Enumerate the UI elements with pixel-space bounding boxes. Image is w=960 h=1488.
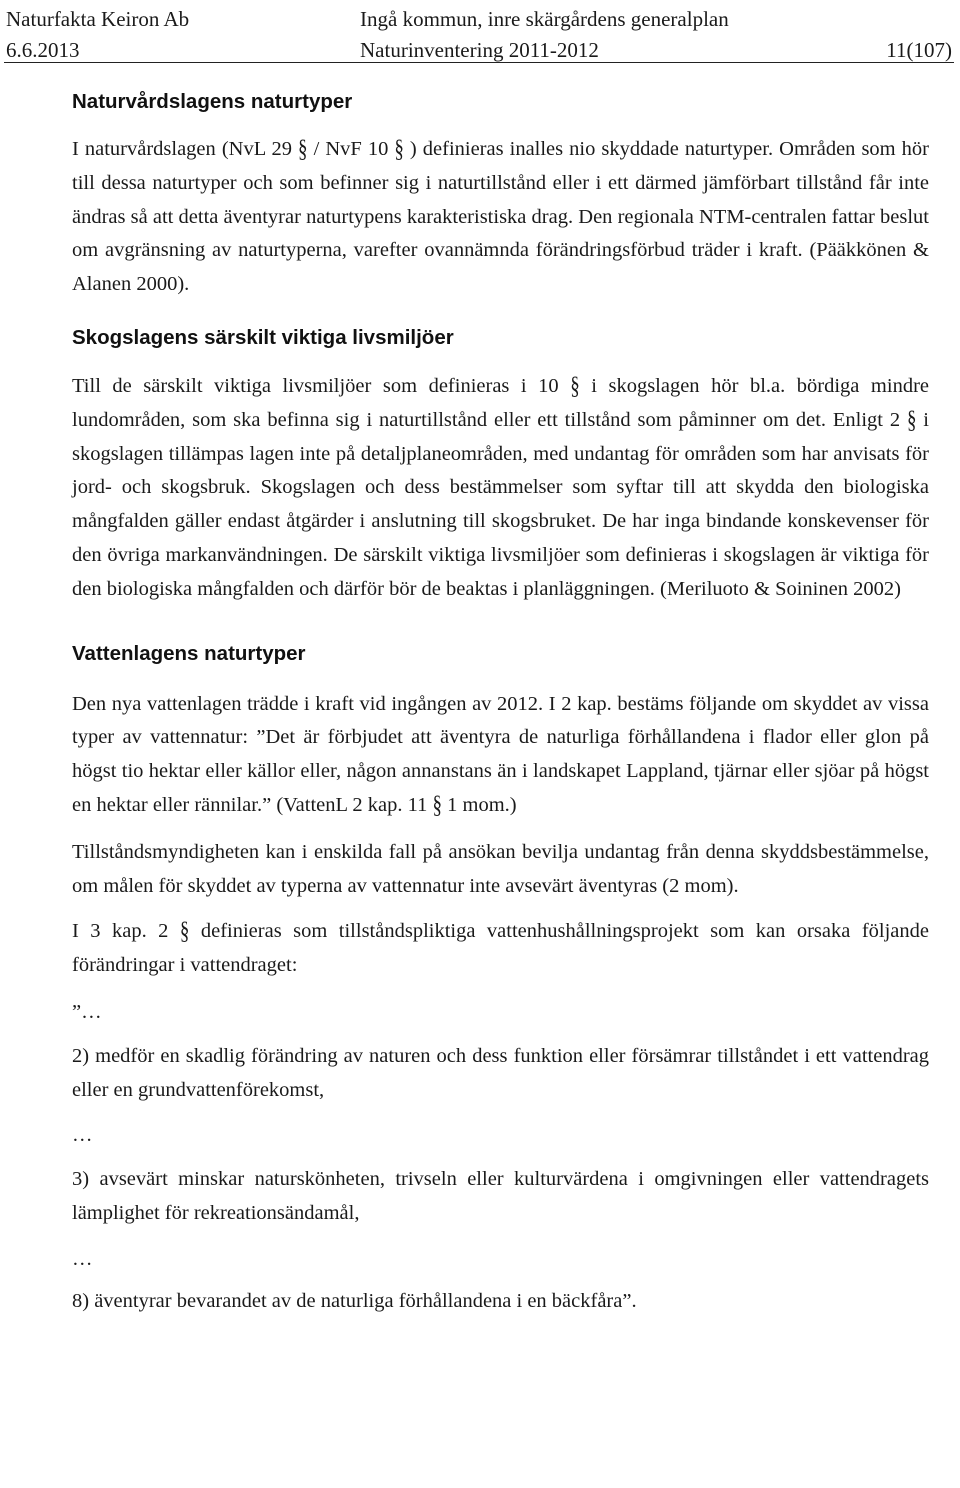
list-item-8: 8) äventyrar bevarandet av de naturliga förhållandena i en bäckfåra”. [72,1289,637,1312]
paragraph-vattenlagen-3: I 3 kap. 2 § definieras som tillståndspliktiga vattenhushållningsprojekt som kan orsaka följande förändringar i vattendraget: [72,917,929,977]
heading-naturvardslagen: Naturvårdslagens naturtyper [72,90,353,113]
paragraph-vattenlagen-1: Den nya vattenlagen trädde i kraft vid ingången av 2012. I 2 kap. bestäms följande om skyddet av vissa typer av vattennatur: ”Det är förbjudet att äventyra de naturliga förhållandena i flador eller glon på högst tio hektar eller källor eller, någon annanstans än i landskapet Lappland, tjärnar eller sjöar på högst en hektar eller rännilar.” (VattenL 2 kap. 11 § 1 mom.) [72,692,929,820]
section-symbol: § [570,372,580,401]
document-subtitle: Naturinventering 2011-2012 [360,38,599,62]
document-body [72,84,929,1318]
header-center [360,4,729,66]
document-title: Ingå kommun, inre skärgårdens generalplan [360,7,729,31]
heading-vattenlagen: Vattenlagens naturtyper [72,641,306,665]
company-name: Naturfakta Keiron Ab [6,7,190,31]
list-item-2: 2) medför en skadlig förändring av naturen och dess funktion eller försämrar tillståndet i ett vattendrag eller en grundvattenförekomst, [72,1044,929,1101]
ellipsis-2: … [72,1247,93,1270]
section-symbol: § [906,406,917,435]
section-symbol: § [298,135,308,164]
section-symbol: § [432,791,442,820]
list-item-3: 3) avsevärt minskar naturskönheten, trivseln eller kulturvärdena i omgivningen eller vattendragets lämplighet för rekreationsändamål, [72,1168,929,1224]
heading-skogslagen: Skogslagens särskilt viktiga livsmiljöer [72,325,454,349]
header-divider [4,62,954,63]
section-symbol: § [179,917,190,947]
document-date: 6.6.2013 [6,38,80,62]
quote-open: ”… [72,1000,102,1023]
ellipsis-1: … [72,1124,93,1147]
section-symbol: § [394,135,404,164]
header-left [6,4,189,66]
paragraph-vattenlagen-2: Tillståndsmyndigheten kan i enskilda fall på ansökan bevilja undantag från denna skyddsbestämmelse, om målen för skyddet av typerna av vattennatur inte avsevärt äventyras (2 mom). [72,840,929,897]
paragraph-skogslagen: Till de särskilt viktiga livsmiljöer som definieras i 10 § i skogslagen hör bl.a. bördiga mindre lundområden, som ska befinna sig i naturtillstånd eller ett tillstånd som påminner om det. Enligt 2 § i skogslagen tillämpas lagen inte på detaljplaneområden, med undantag för områden som har anvisats för jord- och skogsbruk. Skogslagen och dess bestämmelser som syftar till att skydda den biologiska mångfalden gäller endast åtgärder i anslutning till skogsbruket. De har inga bindande konskevenser för den övriga markanvändningen. De särskilt viktiga livsmiljöer som definieras i skogslagen är viktiga för den biologiska mångfalden och därför bör de beaktas i planläggningen. (Meriluoto & Soininen 2002) [72,372,930,600]
page-number: 11(107) [886,38,952,62]
paragraph-naturvardslagen: I naturvårdslagen (NvL 29 § / NvF 10 § ) definieras inalles nio skyddade naturtyper. Områden som hör till dessa naturtyper och som befinner sig i naturtillstånd eller i ett därmed jämförbart tillstånd får inte ändras så att detta äventyrar naturtypens karakteristiska drag. Den regionala NTM-centralen fattar beslut om avgränsning av naturtyperna, varefter ovannämnda förändringsförbud träder i kraft. (Pääkkönen & Alanen 2000). [72,135,929,296]
